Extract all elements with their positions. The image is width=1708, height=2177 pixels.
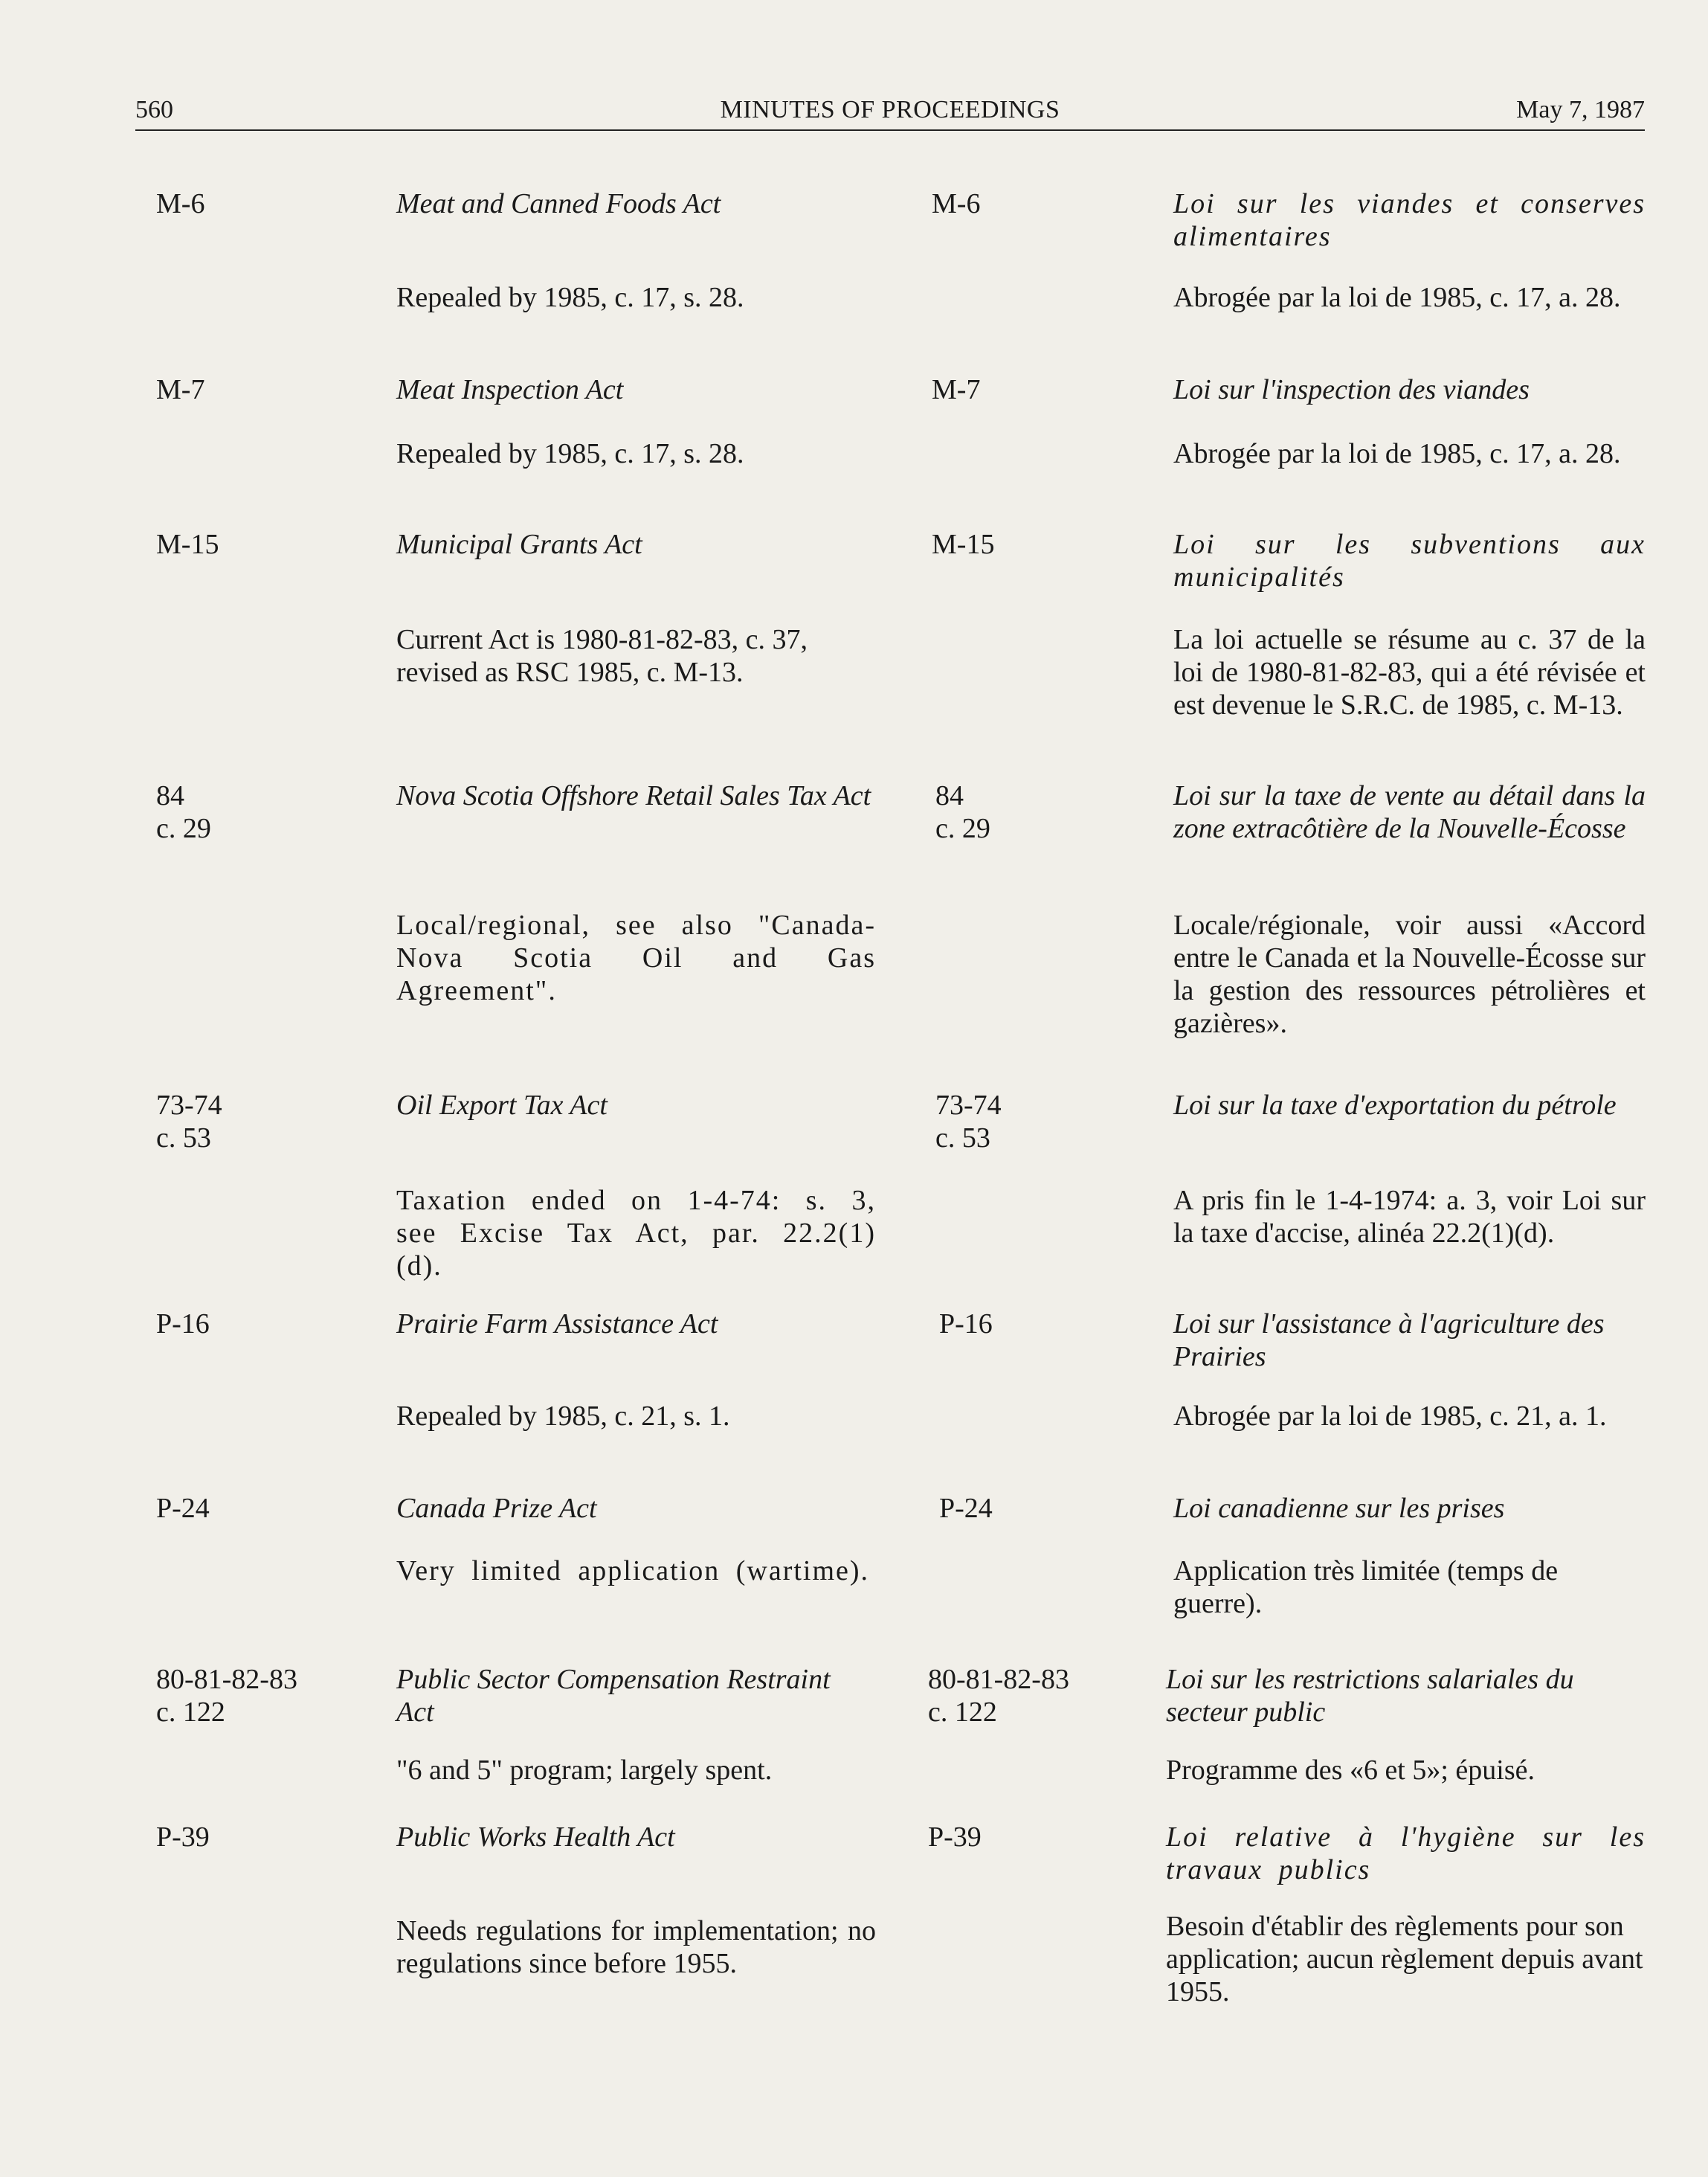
entry-code-fr: P-24 — [939, 1493, 993, 1524]
entry-note-en: "6 and 5" program; largely spent. — [396, 1755, 773, 1786]
entry-title-en: Nova Scotia Offshore Retail Sales Tax Act — [396, 780, 871, 811]
entry-code: M-6 — [156, 188, 205, 219]
entry-title-fr: Loi sur les subventions aux municipalités — [1173, 529, 1646, 593]
entry-title-en: Meat Inspection Act — [396, 374, 624, 405]
entry-note-fr: A pris fin le 1-4-1974: a. 3, voir Loi sur la taxe d'accise, alinéa 22.2(1)(d). — [1173, 1185, 1646, 1249]
entry-title-fr: Loi relative à l'hygiène sur les travaux publics — [1166, 1821, 1646, 1885]
entry-note-fr: La loi actuelle se résume au c. 37 de la loi de 1980-81-82-83, qui a été révisée et est devenue le S.R.C. de 1985, c. M-13. — [1173, 624, 1646, 721]
entry-code-fr: M-15 — [932, 529, 995, 560]
entry-code-fr: P-39 — [928, 1821, 982, 1853]
entry-code-fr: 73-74 c. 53 — [935, 1090, 1002, 1154]
page-header — [135, 95, 1645, 131]
entry-code: P-16 — [156, 1308, 210, 1340]
entry-title-en: Public Works Health Act — [396, 1821, 675, 1853]
entry-note-en: Very limited application (wartime). — [396, 1555, 870, 1586]
entry-note-en: Repealed by 1985, c. 17, s. 28. — [396, 438, 744, 469]
entry-title-fr: Loi sur les viandes et conserves alimentaires — [1173, 188, 1646, 252]
entry-code-fr: 84 c. 29 — [935, 780, 990, 844]
page-number: 560 — [135, 96, 173, 123]
entry-note-en: Repealed by 1985, c. 21, s. 1. — [396, 1401, 730, 1432]
entry-note-fr: Besoin d'établir des règlements pour son application; aucun règlement depuis avant 1955. — [1166, 1911, 1643, 2007]
entry-note-en: Current Act is 1980-81-82-83, c. 37, revised as RSC 1985, c. M-13. — [396, 624, 808, 688]
entry-note-fr: Abrogée par la loi de 1985, c. 17, a. 28. — [1173, 282, 1621, 313]
entry-code: 73-74 c. 53 — [156, 1090, 222, 1154]
entry-code: 84 c. 29 — [156, 780, 211, 844]
entry-code: 80-81-82-83 c. 122 — [156, 1664, 297, 1728]
entry-title-fr: Loi sur la taxe de vente au détail dans la zone extracôtière de la Nouvelle-Écosse — [1173, 780, 1646, 844]
entry-note-en: Local/regional, see also "Canada-Nova Scotia Oil and Gas Agreement". — [396, 910, 876, 1006]
entry-title-en: Prairie Farm Assistance Act — [396, 1308, 718, 1340]
entry-title-fr: Loi sur la taxe d'exportation du pétrole — [1173, 1090, 1617, 1121]
entry-title-en: Meat and Canned Foods Act — [396, 188, 721, 219]
page-date: May 7, 1987 — [1516, 96, 1645, 123]
entry-code: P-39 — [156, 1821, 210, 1853]
entry-note-en: Repealed by 1985, c. 17, s. 28. — [396, 282, 744, 313]
entry-title-en: Oil Export Tax Act — [396, 1090, 608, 1121]
entry-code: M-7 — [156, 374, 205, 405]
entry-title-en: Canada Prize Act — [396, 1493, 597, 1524]
entry-note-fr: Programme des «6 et 5»; épuisé. — [1166, 1755, 1535, 1786]
entry-title-en: Municipal Grants Act — [396, 529, 642, 560]
entry-code-fr: M-7 — [932, 374, 981, 405]
entry-note-fr: Application très limitée (temps de guerre). — [1173, 1555, 1559, 1619]
entry-title-fr: Loi sur les restrictions salariales du secteur public — [1166, 1664, 1574, 1728]
entry-code-fr: 80-81-82-83 c. 122 — [928, 1664, 1069, 1728]
entry-code-fr: P-16 — [939, 1308, 993, 1340]
entry-note-fr: Abrogée par la loi de 1985, c. 17, a. 28. — [1173, 438, 1621, 469]
page-title: MINUTES OF PROCEEDINGS — [720, 96, 1060, 123]
entry-note-fr: Abrogée par la loi de 1985, c. 21, a. 1. — [1173, 1401, 1607, 1432]
entry-title-en: Public Sector Compensation Restraint Act — [396, 1664, 831, 1728]
entry-code: P-24 — [156, 1493, 210, 1524]
entry-title-fr: Loi canadienne sur les prises — [1173, 1493, 1505, 1524]
entry-code-fr: M-6 — [932, 188, 981, 219]
entry-note-en: Taxation ended on 1-4-74: s. 3, see Excise Tax Act, par. 22.2(1)(d). — [396, 1185, 876, 1282]
entry-title-fr: Loi sur l'assistance à l'agriculture des Prairies — [1173, 1308, 1605, 1372]
entry-note-en: Needs regulations for implementation; no regulations since before 1955. — [396, 1915, 876, 1979]
entry-title-fr: Loi sur l'inspection des viandes — [1173, 374, 1530, 405]
entry-note-fr: Locale/régionale, voir aussi «Accord entre le Canada et la Nouvelle-Écosse sur la gestion des ressources pétrolières et gazières». — [1173, 910, 1646, 1039]
entry-code: M-15 — [156, 529, 219, 560]
